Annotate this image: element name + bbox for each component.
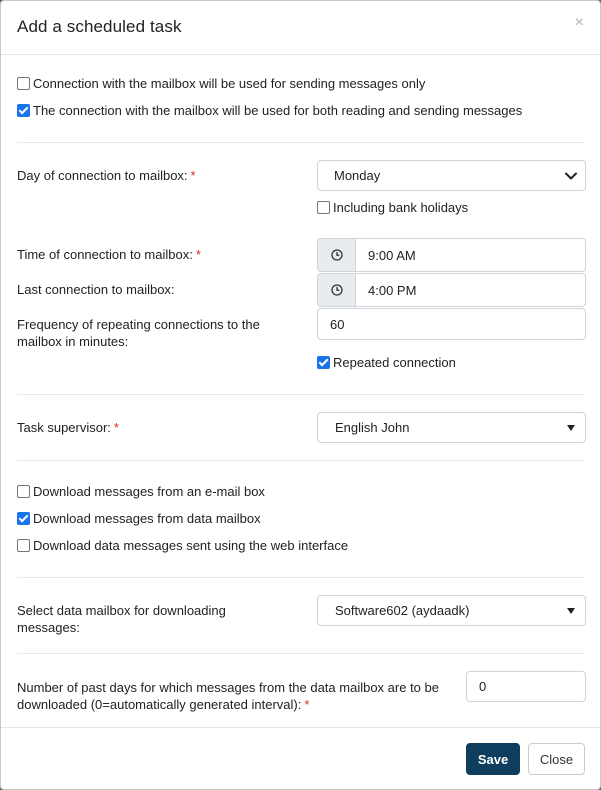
- download-web-interface-label: Download data messages sent using the web interface: [33, 537, 349, 553]
- data-mailbox-label-line1: Select data mailbox for downloading: [17, 603, 226, 618]
- chevron-down-icon: [563, 168, 579, 184]
- dialog-footer: [1, 727, 600, 789]
- last-connection-label: Last connection to mailbox:: [17, 282, 175, 297]
- supervisor-select[interactable]: [317, 412, 586, 443]
- bank-holidays-option[interactable]: [317, 199, 468, 215]
- past-days-label-line1: Number of past days for which messages from the data mailbox are to be: [17, 680, 439, 695]
- required-mark: *: [190, 168, 196, 183]
- data-mailbox-select[interactable]: [317, 595, 586, 626]
- supervisor-text: Task supervisor:: [17, 420, 111, 435]
- dialog-header: [1, 1, 600, 55]
- data-mailbox-value: Software602 (aydaadk): [335, 603, 470, 618]
- reading-and-sending-checkbox[interactable]: [17, 104, 30, 117]
- bank-holidays-checkbox[interactable]: [317, 201, 330, 214]
- divider: [17, 577, 584, 578]
- day-of-connection-text: Day of connection to mailbox:: [17, 168, 188, 183]
- time-of-connection-label: [17, 246, 201, 263]
- reading-and-sending-label: The connection with the mailbox will be used for both reading and sending messages: [33, 102, 523, 118]
- clock-icon[interactable]: [317, 238, 355, 272]
- frequency-label: [17, 316, 260, 350]
- time-of-connection-field[interactable]: [317, 238, 586, 272]
- download-data-mailbox-label: Download messages from data mailbox: [33, 510, 261, 526]
- data-mailbox-label-line2: messages:: [17, 620, 80, 635]
- sending-only-checkbox[interactable]: [17, 77, 30, 90]
- frequency-input[interactable]: 60: [317, 308, 586, 340]
- required-mark: *: [195, 247, 201, 262]
- download-data-mailbox-option[interactable]: [17, 510, 261, 526]
- supervisor-label: [17, 419, 119, 436]
- repeated-connection-label: Repeated connection: [333, 354, 456, 370]
- save-button[interactable]: Save: [466, 743, 520, 775]
- past-days-label: [17, 679, 439, 713]
- supervisor-value: English John: [335, 420, 410, 435]
- reading-and-sending-option[interactable]: [17, 102, 522, 118]
- last-connection-input[interactable]: 4:00 PM: [355, 273, 586, 307]
- repeated-connection-option[interactable]: [317, 354, 456, 370]
- divider: [17, 653, 584, 654]
- divider: [17, 394, 584, 395]
- caret-down-icon: [567, 608, 575, 614]
- required-mark: *: [113, 420, 119, 435]
- time-of-connection-input[interactable]: 9:00 AM: [355, 238, 586, 272]
- close-icon[interactable]: ×: [574, 14, 584, 31]
- time-of-connection-text: Time of connection to mailbox:: [17, 247, 193, 262]
- download-web-interface-checkbox[interactable]: [17, 539, 30, 552]
- dialog-title: Add a scheduled task: [17, 17, 182, 36]
- download-email-box-checkbox[interactable]: [17, 485, 30, 498]
- repeated-connection-checkbox[interactable]: [317, 356, 330, 369]
- day-of-connection-label: [17, 167, 196, 184]
- last-connection-field[interactable]: [317, 273, 586, 307]
- bank-holidays-label: Including bank holidays: [333, 199, 469, 215]
- close-button[interactable]: Close: [528, 743, 585, 775]
- download-data-mailbox-checkbox[interactable]: [17, 512, 30, 525]
- download-email-box-option[interactable]: [17, 483, 265, 499]
- past-days-label-line2-wrap: [17, 696, 439, 713]
- clock-icon[interactable]: [317, 273, 355, 307]
- caret-down-icon: [567, 425, 575, 431]
- sending-only-option[interactable]: [17, 75, 425, 91]
- download-email-box-label: Download messages from an e-mail box: [33, 483, 265, 499]
- day-of-connection-select[interactable]: [317, 160, 586, 191]
- download-web-interface-option[interactable]: [17, 537, 348, 553]
- past-days-label-line2: downloaded (0=automatically generated interval):: [17, 697, 302, 712]
- divider: [17, 142, 584, 143]
- day-of-connection-value: Monday: [334, 168, 381, 183]
- sending-only-label: Connection with the mailbox will be used for sending messages only: [33, 75, 426, 91]
- divider: [17, 460, 584, 461]
- frequency-label-line1: Frequency of repeating connections to the: [17, 317, 260, 332]
- data-mailbox-label: [17, 602, 226, 636]
- required-mark: *: [304, 697, 310, 712]
- frequency-label-line2: mailbox in minutes:: [17, 334, 129, 349]
- past-days-input[interactable]: 0: [466, 671, 586, 702]
